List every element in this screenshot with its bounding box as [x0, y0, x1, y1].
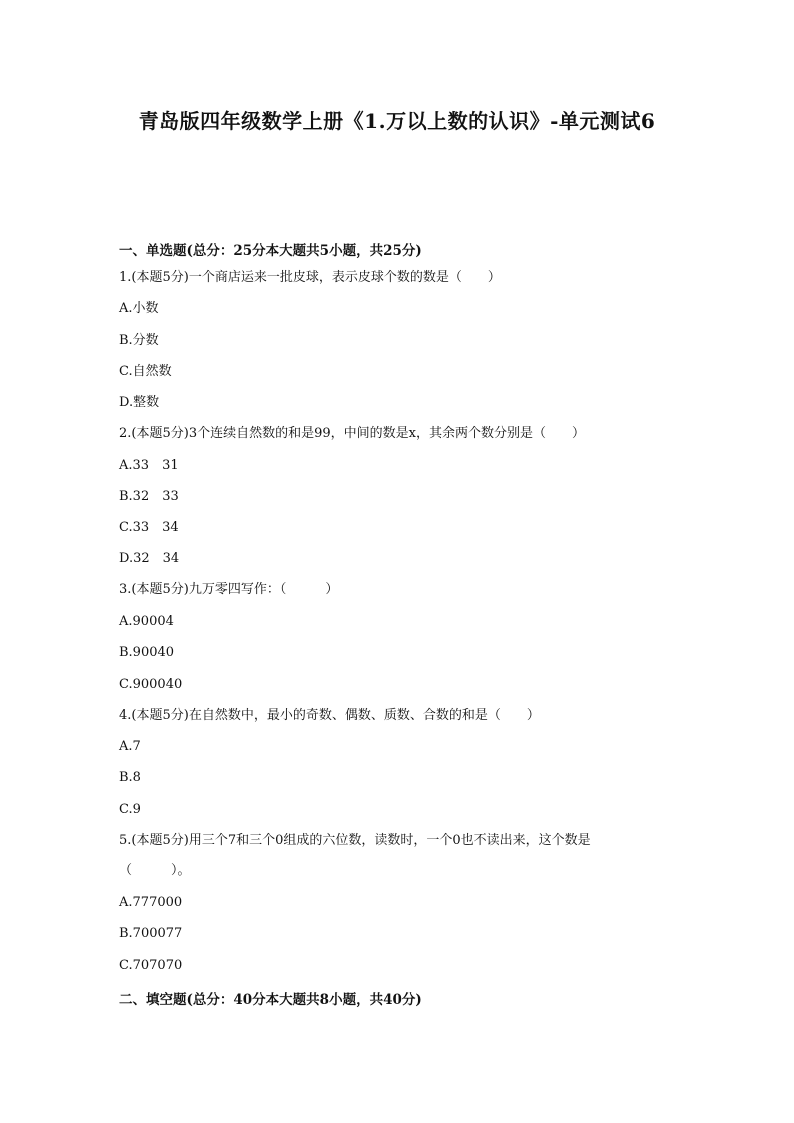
question-option: C.33 34: [119, 520, 179, 535]
question-option: D.32 34: [119, 551, 180, 566]
question-option: B.分数: [119, 333, 159, 348]
page-title: 青岛版四年级数学上册《1.万以上数的认识》-单元测试6: [138, 109, 656, 133]
question-option: A.33 31: [119, 458, 179, 473]
question-option: A.7: [119, 739, 141, 754]
question-option: B.700077: [119, 926, 183, 941]
question-option: A.小数: [119, 301, 159, 316]
question-option: C.自然数: [119, 364, 172, 379]
question-option: B.90040: [119, 645, 175, 660]
question-stem-continuation: （ ）。: [119, 863, 191, 878]
question-stem: 5.(本题5分)用三个7和三个0组成的六位数，读数时，一个0也不读出来，这个数是: [119, 833, 591, 848]
question-option: C.9: [119, 802, 141, 817]
section-heading-fill-in: 二、填空题(总分：40分本大题共8小题，共40分): [119, 992, 422, 1008]
question-option: C.900040: [119, 677, 183, 692]
question-stem: 2.(本题5分)3个连续自然数的和是99，中间的数是x，其余两个数分别是（ ）: [119, 426, 585, 441]
section-heading-single-choice: 一、单选题(总分：25分本大题共5小题，共25分): [119, 243, 422, 259]
question-stem: 4.(本题5分)在自然数中，最小的奇数、偶数、质数、合数的和是（ ）: [119, 708, 540, 723]
question-option: B.8: [119, 770, 141, 785]
question-stem: 3.(本题5分)九万零四写作：（ ）: [119, 582, 339, 597]
question-option: B.32 33: [119, 489, 179, 504]
question-option: D.整数: [119, 395, 160, 410]
question-option: A.90004: [119, 614, 174, 629]
question-option: A.777000: [119, 895, 183, 910]
question-option: C.707070: [119, 958, 183, 973]
question-stem: 1.(本题5分)一个商店运来一批皮球，表示皮球个数的数是（ ）: [119, 270, 501, 285]
